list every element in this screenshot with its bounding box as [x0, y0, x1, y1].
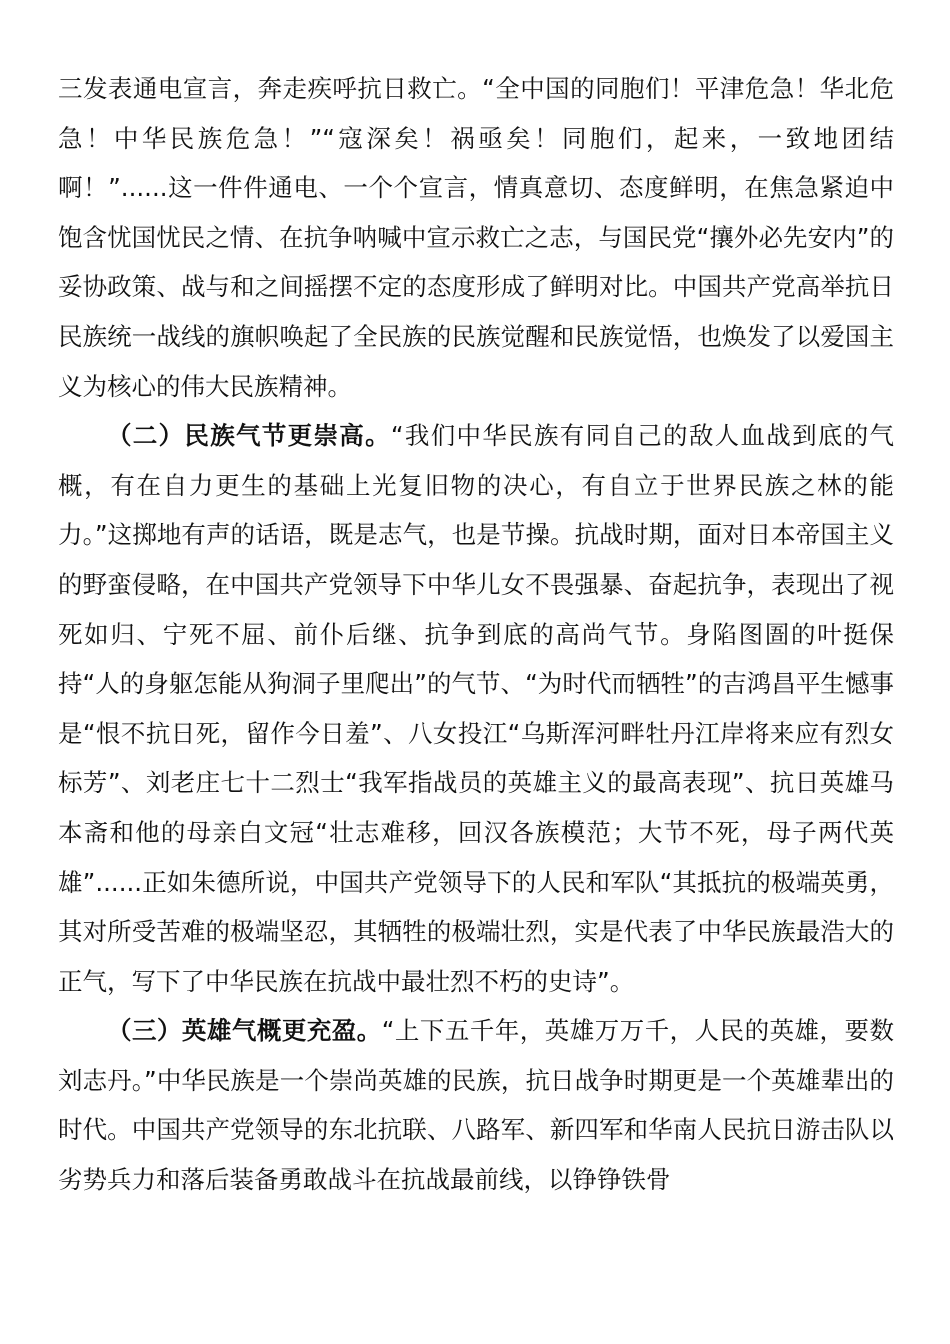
section-heading-3: （三）英雄气概更充盈。: [107, 1016, 382, 1046]
paragraph-body: “我们中华民族有同自己的敌人血战到底的气概，有在自力更生的基础上光复旧物的决心，有自立于世界民族之林的能力。”这掷地有声的话语，既是志气，也是节操。抗战时期，面对日本帝国主义的野蛮侵略，在中国共产党领导下中华儿女不畏强暴、奋起抗争，表现出了视死如归、宁死不屈、前仆后继、抗争到底的高尚气节。身陷图圄的叶挺保持“人的身躯怎能从狗洞子里爬出”的气节、“为时代而牺牲”的吉鸿昌平生憾事是“恨不抗日死，留作今日羞”、八女投江“乌斯浑河畔牡丹江岸将来应有烈女标芳”、刘老庄七十二烈士“我军指战员的英雄主义的最高表现”、抗日英雄马本斋和他的母亲白文冠“壮志难移，回汉各族模范；大节不死，母子两代英雄”......正如朱德所说，中国共产党领导下的人民和军队“其抵抗的极端英勇，其对所受苦难的极端坚忍，其牺牲的极端壮烈，实是代表了中华民族最浩大的正气，写下了中华民族在抗战中最壮烈不朽的史诗”。: [58, 421, 895, 996]
paragraph-continuation: [58, 64, 894, 411]
paragraph-body: 三发表通电宣言，奔走疾呼抗日救亡。“全中国的同胞们！平津危急！华北危急！中华民族危急！”“寇深矣！祸亟矣！同胞们，起来，一致地团结啊！”......这一件件通电、一个个宣言，情真意切、态度鲜明，在焦急紧迫中饱含忧国忧民之情、在抗争呐喊中宣示救亡之志，与国民党“攘外必先安内”的妥协政策、战与和之间摇摆不定的态度形成了鲜明对比。中国共产党高举抗日民族统一战线的旗帜唤起了全民族的民族觉醒和民族觉悟，也焕发了以爱国主义为核心的伟大民族精神。: [58, 74, 894, 401]
document-page: [58, 64, 894, 1205]
paragraph-heroic-spirit: [58, 1006, 894, 1204]
paragraph-national-integrity: [58, 411, 894, 1006]
paragraph-body: “上下五千年，英雄万万千，人民的英雄，要数刘志丹。”中华民族是一个崇尚英雄的民族，抗日战争时期更是一个英雄辈出的时代。中国共产党领导的东北抗联、八路军、新四军和华南人民抗日游击队以劣势兵力和落后装备勇敢战斗在抗战最前线，以铮铮铁骨: [58, 1016, 894, 1195]
section-heading-2: （二）民族气节更崇高。: [107, 421, 391, 451]
